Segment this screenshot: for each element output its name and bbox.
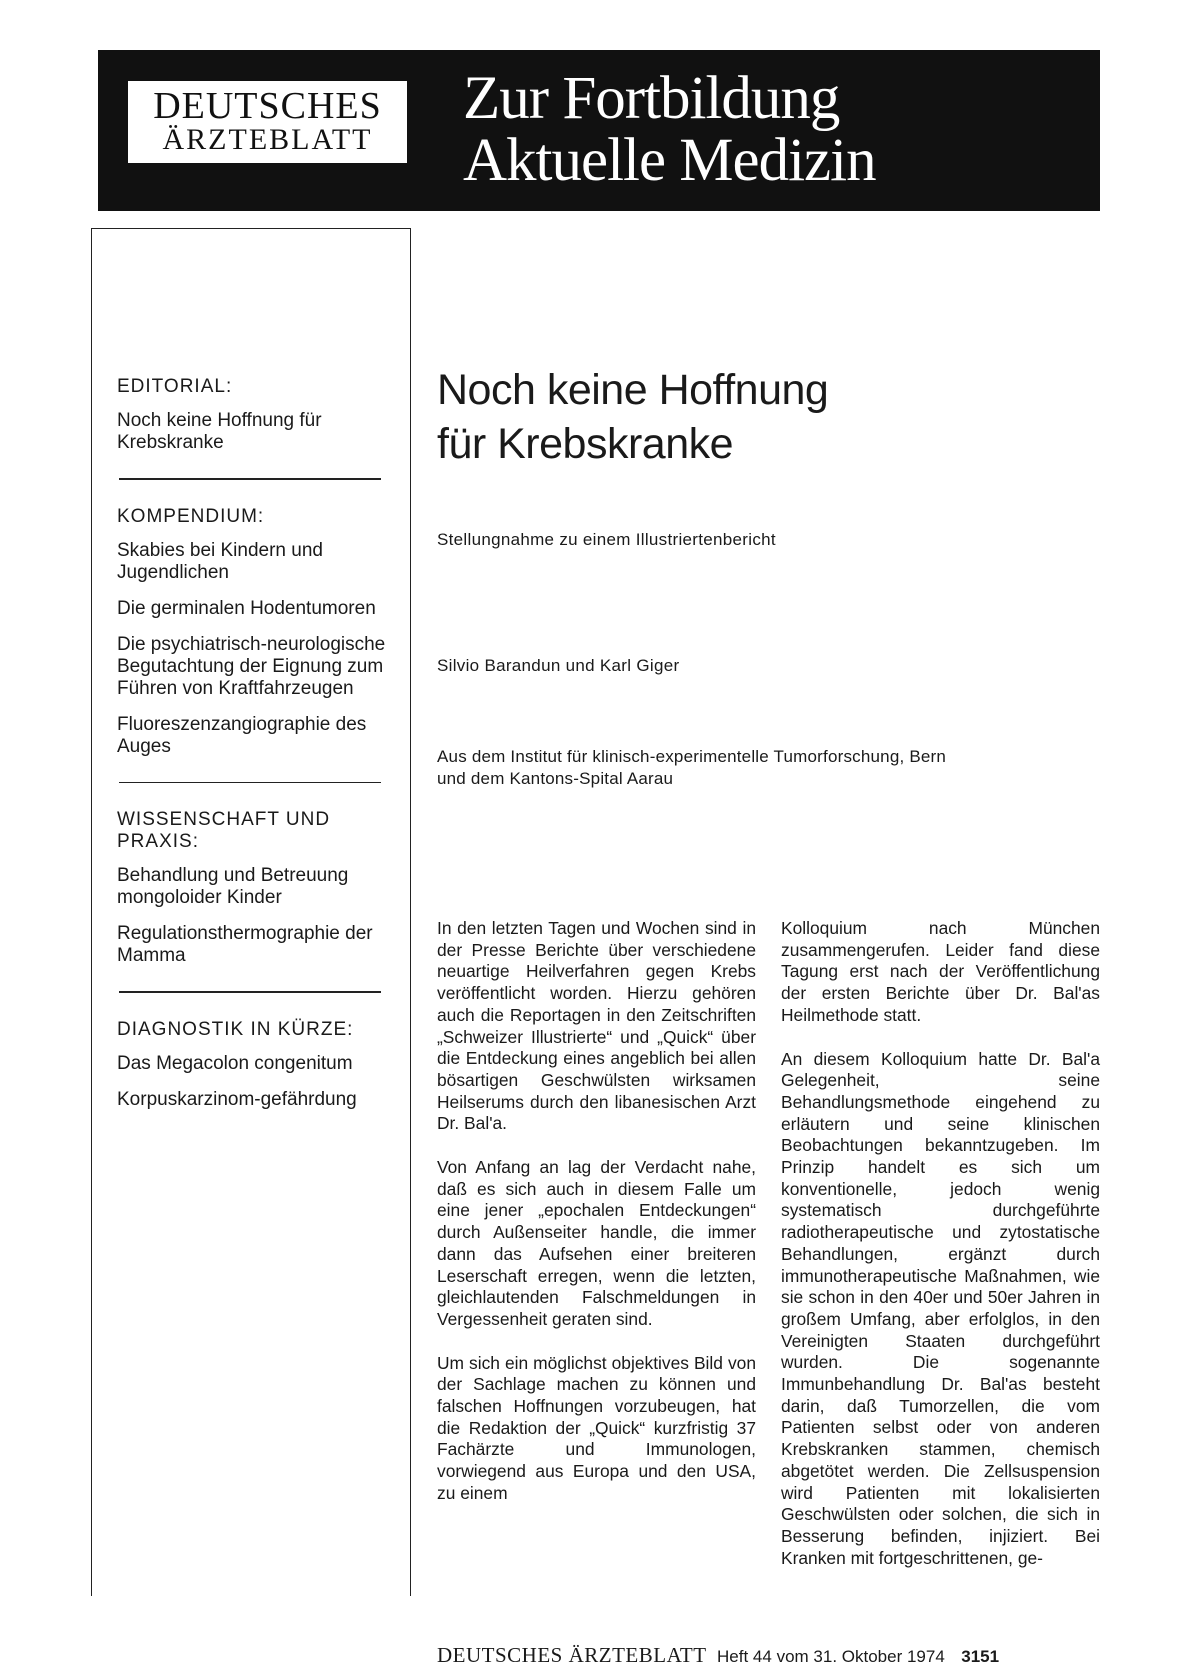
article-title-line1: Noch keine Hoffnung: [437, 366, 829, 414]
footer-issue: Heft 44 vom 31. Oktober 1974: [717, 1647, 945, 1666]
contents-list: [117, 376, 392, 1125]
institution-line2: und dem Kantons-Spital Aarau: [437, 769, 674, 788]
contents-item: Fluoreszenzangiographie des Auges: [117, 713, 367, 757]
section-title-line2: Aktuelle Medizin: [463, 127, 876, 194]
article-title-line2: für Krebskranke: [437, 420, 734, 468]
logo-line1: DEUTSCHES: [153, 85, 382, 127]
journal-logo: [126, 79, 409, 165]
footer-journal-name: DEUTSCHES ÄRZTEBLATT: [437, 1643, 707, 1667]
article-authors: Silvio Barandun und Karl Giger: [437, 656, 680, 675]
paragraph: An diesem Kolloquium hatte Dr. Bal'a Gelegenheit, seine Behandlungsmethode eingehend zu erläutern und seine klinischen Beobachtungen bekanntzugeben. Im Prinzip handelt es sich um konventionelle, jedoch wenig systematisch durchgeführte radiotherapeutische und zytostatische Behandlungen, ergänzt durch immunotherapeutische Maßnahmen, wie sie schon in den 40er und 50er Jahren in großem Umfang, aber erfolglos, in den Vereinigten Staaten durchgeführt wurden. Die sogenannte Immunbehandlung Dr. Bal'as besteht darin, daß Tumorzellen, die vom Patienten selbst oder von anderen Krebskranken stammen, chemisch abgetötet werden. Die Zellsuspension wird Patienten mit lokalisierten Geschwülsten oder solchen, die sich in Besserung befinden, injiziert. Bei Kranken mit fortgeschrittenen, ge-: [781, 1048, 1100, 1568]
page-number: 3151: [961, 1647, 1000, 1666]
masthead: [98, 50, 1100, 211]
body-column-1: [437, 918, 756, 1527]
section-divider: [119, 782, 381, 784]
institution-line1: Aus dem Institut für klinisch-experimentelle Tumorforschung, Bern: [437, 747, 947, 766]
section-divider: [119, 478, 381, 480]
contents-item: Die psychiatrisch-neurologische Begutachtung der Eignung zum Führen von Kraftfahrzeugen: [117, 633, 386, 699]
contents-item: Das Megacolon congenitum: [117, 1052, 353, 1074]
article-institution: [437, 746, 946, 790]
page-footer: [437, 1643, 999, 1668]
article-subtitle: Stellungnahme zu einem Illustriertenbericht: [437, 530, 776, 549]
contents-section-heading: WISSENSCHAFT UND PRAXIS:: [117, 809, 331, 852]
paragraph: In den letzten Tagen und Wochen sind in der Presse Berichte über verschiedene neuartige Heilverfahren gegen Krebs veröffentlicht worden. Hierzu gehören auch die Reportagen in den Zeitschriften „Schweizer Illustrierte“ und „Quick“ über die Entdeckung eines angeblich bei allen bösartigen Geschwülsten wirksamen Heilserums durch den libanesischen Arzt Dr. Bal'a.: [437, 918, 756, 1134]
section-title: [463, 65, 876, 194]
paragraph: Von Anfang an lag der Verdacht nahe, daß es sich auch in diesem Falle um eine jener „epochalen Entdeckungen“ durch Außenseiter handle, die immer dann das Aufsehen einer breiteren Leserschaft erregen, wenn die letzten, gleichlautenden Falschmeldungen in Vergessenheit geraten sind.: [437, 1157, 756, 1329]
logo-line2: ÄRZTEBLATT: [162, 123, 373, 156]
contents-item: Noch keine Hoffnung für Krebskranke: [117, 410, 322, 453]
paragraph: Kolloquium nach München zusammengerufen. Leider fand diese Tagung erst nach der Veröffentlichung der ersten Berichte über Dr. Bal'as Heilmethode statt.: [781, 918, 1100, 1025]
paragraph: Um sich ein möglichst objektives Bild von der Sachlage machen zu können und falschen Hoffnungen vorzubeugen, hat die Redaktion der „Quick“ kurzfristig 37 Fachärzte und Immunologen, vorwiegend aus Europa und den USA, zu einem: [437, 1352, 756, 1503]
contents-item: Behandlung und Betreuung mongoloider Kinder: [117, 865, 349, 908]
contents-section-heading: EDITORIAL:: [117, 376, 233, 397]
section-title-line1: Zur Fortbildung: [463, 65, 840, 132]
contents-section-heading: KOMPENDIUM:: [117, 505, 265, 527]
contents-section-heading: DIAGNOSTIK IN KÜRZE:: [117, 1018, 354, 1040]
body-column-2: [781, 918, 1100, 1591]
section-divider: [119, 991, 381, 993]
article-title: [437, 363, 828, 471]
contents-item: Skabies bei Kindern und Jugendlichen: [117, 539, 323, 583]
contents-sidebar: [91, 228, 411, 1596]
contents-item: Regulationsthermographie der Mamma: [117, 923, 373, 966]
contents-item: Die germinalen Hodentumoren: [117, 597, 376, 619]
contents-item: Korpuskarzinom-gefährdung: [117, 1088, 357, 1110]
